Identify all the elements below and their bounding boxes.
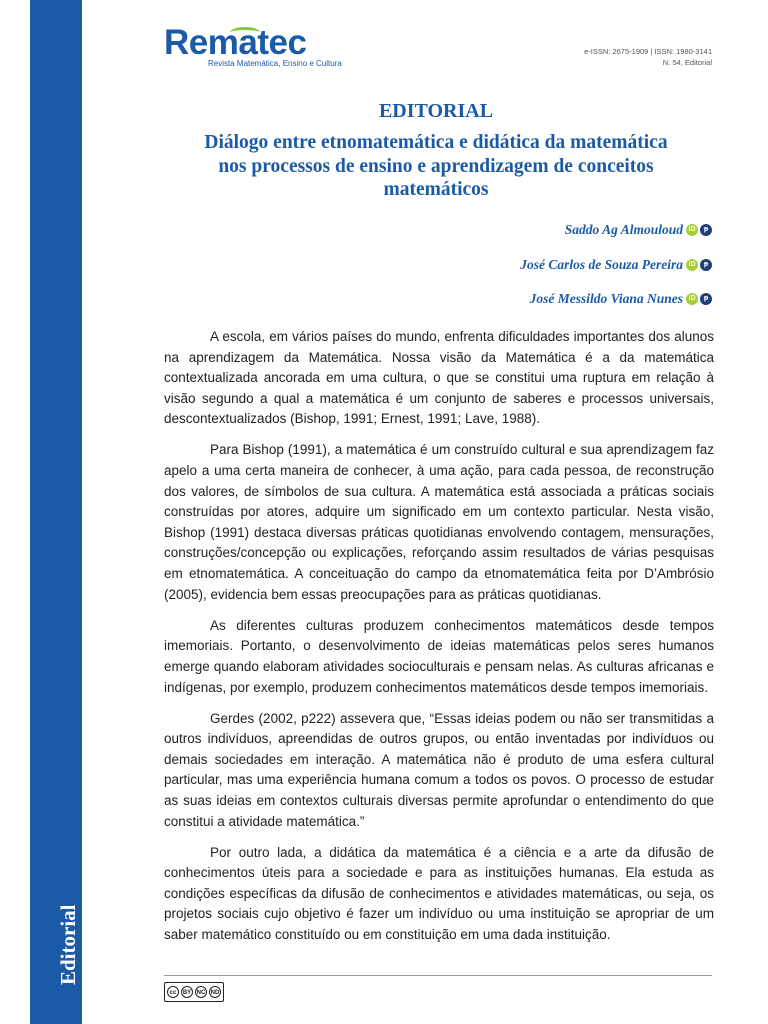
nd-mark: ND <box>209 986 221 998</box>
logo-wordmark: Rematec <box>164 23 307 62</box>
article-body <box>164 327 714 956</box>
by-mark: BY <box>181 986 193 998</box>
logo-arc-icon <box>230 27 260 38</box>
logo-tagline: Revista Matemática, Ensino e Cultura <box>208 59 342 68</box>
paragraph: Gerdes (2002, p222) assevera que, “Essas ideias podem ou não ser transmitidas a outros indivíduos, apreendidas de outros grupos, ou então inventadas por indivíduos ou demais sociedades em interação. A matemática não é produto de uma esfera cultural particular, mas uma experiência humana comum a todos os povos. O processo de estudar as suas ideias em contextos culturais diversas permite aprofundar o entendimento do que constitui a atividade matemática.” <box>164 710 714 829</box>
footer-divider <box>164 975 712 976</box>
issue-line: N. 54, Editorial <box>662 58 712 67</box>
author-2 <box>520 257 712 273</box>
author-1 <box>565 222 712 238</box>
cc-mark: cc <box>167 986 179 998</box>
title-line: matemáticos <box>383 179 489 200</box>
author-name: José Carlos de Souza Pereira <box>520 257 683 272</box>
side-band <box>30 0 82 1024</box>
title-line: Diálogo entre etnomatemática e didática da matemática <box>204 132 668 153</box>
paragraph: Para Bishop (1991), a matemática é um construído cultural e sua aprendizagem faz apelo a uma certa maneira de conhecer, à uma ação, para cada pessoa, de reconstrução dos valores, de símbolos de sua cultura. A matemática está associada a práticas sociais construídas por atores, adquire um significado em um contexto particular. Nesta visão, Bishop (1991) destaca diversas práticas quotidianas envolvendo contagem, mensurações, construções/concepção ou explicações, reforçando assim resultados de várias pesquisas em etnomatemática. A conceituação do campo da etnomatemática feita por D’Ambrósio (2005), evidencia bem essas preocupações para as práticas quotidianas. <box>164 442 714 602</box>
sidebar-section-label: Editorial <box>56 904 80 985</box>
paragraph: A escola, em vários países do mundo, enfrenta dificuldades importantes dos alunos na aprendizagem da Matemática. Nossa visão da Matemática é a da matemática contextualizada ancorada em uma cultura, o que se constitui uma ruptura em relação à visão segundo a qual a matemática é um conjunto de saberes e processos universais, descontextualizados (Bishop, 1991; Ernest, 1991; Lave, 1988). <box>164 329 714 427</box>
issn-line: e-ISSN: 2675-1909 | ISSN: 1980-3141 <box>584 47 712 56</box>
section-heading: EDITORIAL <box>378 100 494 122</box>
orcid-icon[interactable]: iD <box>686 259 698 271</box>
author-3 <box>530 291 712 307</box>
lattes-icon[interactable]: ᵽ <box>700 224 712 236</box>
cc-by-nc-nd-icon[interactable] <box>164 982 224 1002</box>
orcid-icon[interactable]: iD <box>686 224 698 236</box>
lattes-icon[interactable]: ᵽ <box>700 259 712 271</box>
nc-mark: NC <box>195 986 207 998</box>
author-name: Saddo Ag Almouloud <box>564 222 683 237</box>
title-line: nos processos de ensino e aprendizagem de conceitos <box>218 155 654 177</box>
author-name: José Messildo Viana Nunes <box>529 291 683 306</box>
journal-logo <box>164 24 342 68</box>
issn-block <box>584 46 712 68</box>
paragraph: Por outro lada, a didática da matemática é a ciência e a arte da difusão de conhecimentos úteis para a sociedade e para as instituições humanas. Ela estuda as condições específicas da difusão de conhecimentos e atividades matemáticas, ou seja, os projetos sociais cujo objetivo é fazer um indivíduo ou uma instituição se apropriar de um saber matemático constituído ou em constituição em uma dada instituição. <box>164 844 714 943</box>
paragraph: As diferentes culturas produzem conhecimentos matemáticos desde tempos imemoriais. Portanto, o desenvolvimento de ideias matemáticas pelos seres humanos emerge quando elaboram atividades socioculturais e pensam nelas. As culturas africanas e indígenas, por exemplo, produzem conhecimentos matemáticos desde tempos imemoriais. <box>164 617 714 695</box>
lattes-icon[interactable]: ᵽ <box>700 293 712 305</box>
article-title <box>160 131 712 202</box>
orcid-icon[interactable]: iD <box>686 293 698 305</box>
